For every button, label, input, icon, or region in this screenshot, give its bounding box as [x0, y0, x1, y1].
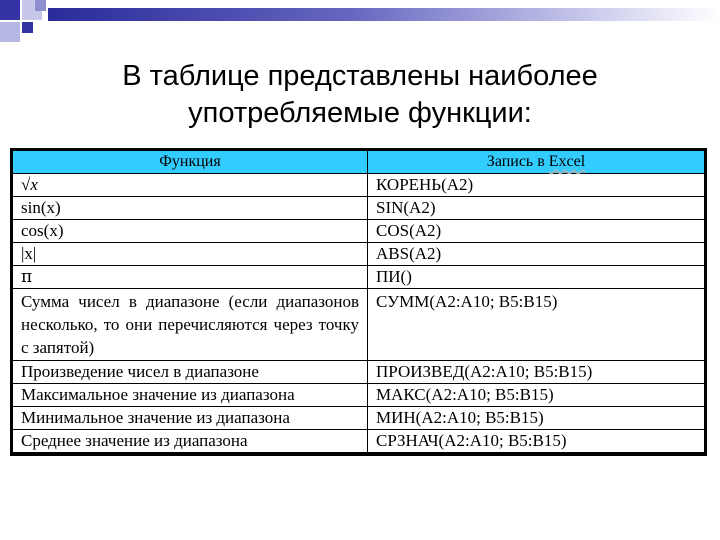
excel-cell: СУММ(A2:A10; B5:B15): [368, 289, 705, 361]
slide-title: В таблице представлены наиболее употребляемые функции:: [122, 60, 598, 129]
function-cell: cos(x): [13, 220, 368, 243]
table-row: [13, 289, 705, 361]
header-gradient-bar: [48, 8, 720, 21]
table-row: [13, 197, 705, 220]
function-cell: [13, 174, 368, 197]
function-cell: sin(x): [13, 197, 368, 220]
excel-cell: COS(A2): [368, 220, 705, 243]
function-cell: Минимальное значение из диапазона: [13, 407, 368, 430]
function-cell: Произведение чисел в диапазоне: [13, 361, 368, 384]
excel-cell: ПРОИЗВЕД(A2:A10; B5:B15): [368, 361, 705, 384]
table-row: [13, 361, 705, 384]
excel-cell: ABS(A2): [368, 243, 705, 266]
sqrt-formula: √x: [21, 175, 38, 194]
table-row: [13, 384, 705, 407]
excel-cell: МАКС(A2:A10; B5:B15): [368, 384, 705, 407]
corner-square-dark: [0, 0, 20, 20]
corner-square-small-light: [35, 0, 46, 11]
header-function: Функция: [13, 151, 368, 174]
header-excel-label: Запись в: [486, 153, 545, 170]
functions-table: [10, 148, 707, 456]
table-row: [13, 430, 705, 453]
table-row: [13, 174, 705, 197]
table-row: [13, 220, 705, 243]
table-row: [13, 407, 705, 430]
excel-cell: ПИ(): [368, 266, 705, 289]
table-row: [13, 266, 705, 289]
function-cell: |x|: [13, 243, 368, 266]
excel-cell: КОРЕНЬ(А2): [368, 174, 705, 197]
excel-cell: SIN(A2): [368, 197, 705, 220]
function-cell: Максимальное значение из диапазона: [13, 384, 368, 407]
corner-square-medium: [0, 22, 20, 42]
function-cell: Среднее значение из диапазона: [13, 430, 368, 453]
corner-square-small-dark: [22, 22, 33, 33]
header-excel-word: Excel: [548, 153, 586, 170]
excel-cell: МИН(A2:A10; B5:B15): [368, 407, 705, 430]
table-row: [13, 243, 705, 266]
function-cell: Сумма чисел в диапазоне (если диапазонов несколько, то они перечисляются через точку с запятой): [13, 289, 368, 361]
header-excel-record: [368, 151, 705, 174]
excel-cell: СРЗНАЧ(A2:A10; B5:B15): [368, 430, 705, 453]
table-header-row: [13, 151, 705, 174]
function-cell: π: [13, 266, 368, 289]
